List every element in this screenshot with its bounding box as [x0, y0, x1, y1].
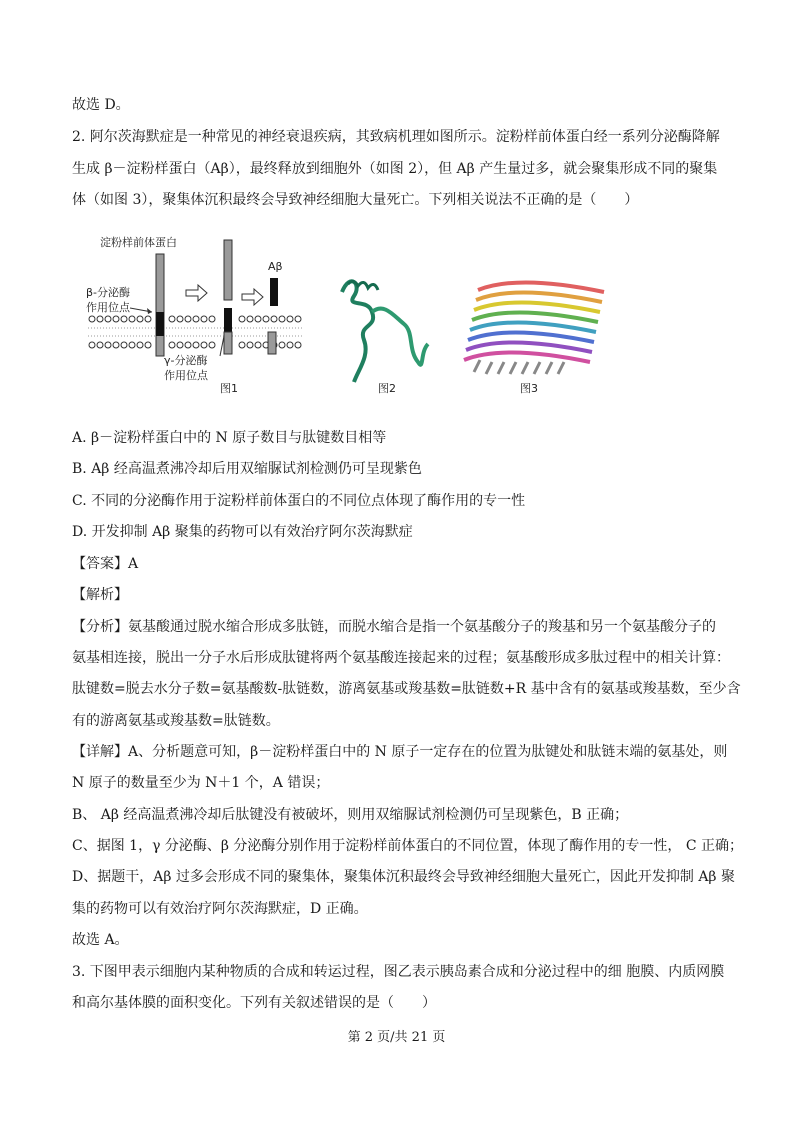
option-b: B. Aβ 经高温煮沸冷却后用双缩脲试剂检测仍可呈现紫色 [72, 461, 422, 477]
detail-line-1: 【详解】A、分析题意可知，β－淀粉样蛋白中的 N 原子一定存在的位置为肽键处和肽链末端的氨基处，则 [72, 744, 728, 760]
caption-fig2: 图2 [378, 382, 396, 395]
conclusion-line-2: 故选 A。 [72, 932, 129, 948]
question-2-line-1: 2. 阿尔茨海默症是一种常见的神经衰退疾病，其致病机理如图所示。淀粉样前体蛋白经一系列分泌酶降解 [72, 129, 720, 145]
detail-line-2: N 原子的数量至少为 N＋1 个，A 错误； [72, 775, 330, 791]
label-gamma-site: 作用位点 [164, 369, 208, 382]
precursor-fragment-top [224, 240, 232, 300]
label-precursor: 淀粉样前体蛋白 [100, 236, 177, 249]
question-2-line-3: 体（如图 3），聚集体沉积最终会导致神经细胞大量死亡。下列相关说法不正确的是（ ） [72, 192, 639, 208]
precursor-remnant [268, 332, 276, 354]
detail-line-3: B、 Aβ 经高温煮沸冷却后肽键没有被破坏，则用双缩脲试剂检测仍可呈现紫色，B 正确； [72, 807, 629, 823]
label-abeta: Aβ [268, 260, 283, 273]
analysis-line-1: 【分析】氨基酸通过脱水缩合形成多肽链，而脱水缩合是指一个氨基酸分子的羧基和另一个氨基酸分子的 [72, 619, 716, 635]
abeta-segment-1 [156, 312, 164, 336]
question-3-line-2: 和高尔基体膜的面积变化。下列有关叙述错误的是（ ） [72, 995, 436, 1011]
question-3-line-1: 3. 下图甲表示细胞内某种物质的合成和转运过程，图乙表示胰岛素合成和分泌过程中的细 胞膜、内质网膜 [72, 964, 725, 980]
label-gamma-secretase: γ-分泌酶 [164, 354, 208, 367]
analysis-line-3: 肽键数=脱去水分子数=氨基酸数-肽链数，游离氨基或羧基数=肽链数+R 基中含有的氨基或羧基数，至少含 [72, 681, 741, 697]
precursor-protein-full [156, 254, 164, 356]
figure-1 [86, 235, 302, 395]
detail-line-6: 集的药物可以有效治疗阿尔茨海默症，D 正确。 [72, 901, 368, 917]
conclusion-line: 故选 D。 [72, 97, 130, 113]
detail-line-5: D、据题干，Aβ 过多会形成不同的聚集体，聚集体沉积最终会导致神经细胞大量死亡，因此开发抑制 Aβ 聚 [72, 869, 735, 885]
caption-fig1: 图1 [220, 382, 238, 395]
precursor-fragment-bottom [224, 332, 232, 354]
label-beta-secretase: β-分泌酶 [86, 286, 130, 299]
analysis-line-2: 氨基相连接，脱出一分子水后形成肽键将两个氨基酸连接起来的过程；氨基酸形成多肽过程中的相关计算： [72, 650, 730, 666]
detail-line-4: C、据图 1，γ 分泌酶、β 分泌酶分别作用于淀粉样前体蛋白的不同位置，体现了酶作用的专一性， C 正确； [72, 838, 744, 854]
figure-2 [342, 281, 428, 395]
option-d: D. 开发抑制 Aβ 聚集的药物可以有效治疗阿尔茨海默症 [72, 524, 413, 540]
mechanism-figure [72, 232, 632, 402]
abeta-released [270, 278, 278, 306]
label-beta-site: 作用位点 [86, 301, 130, 314]
answer-line: 【答案】A [72, 556, 139, 572]
abeta-segment-2 [224, 308, 232, 332]
figure-3 [464, 282, 604, 395]
option-c: C. 不同的分泌酶作用于淀粉样前体蛋白的不同位点体现了酶作用的专一性 [72, 493, 526, 509]
process-arrow-2 [242, 289, 263, 305]
question-2-line-2: 生成 β－淀粉样蛋白（Aβ），最终释放到细胞外（如图 2），但 Aβ 产生量过多，就会聚集形成不同的聚集 [72, 161, 718, 177]
analysis-tag: 【解析】 [72, 587, 128, 603]
caption-fig3: 图3 [520, 382, 538, 395]
process-arrow-1 [186, 285, 207, 301]
analysis-line-4: 有的游离氨基或羧基数=肽链数。 [72, 713, 280, 729]
option-a: A. β－淀粉样蛋白中的 N 原子数目与肽键数目相等 [72, 430, 387, 446]
page-footer: 第 2 页/共 21 页 [347, 1030, 446, 1045]
